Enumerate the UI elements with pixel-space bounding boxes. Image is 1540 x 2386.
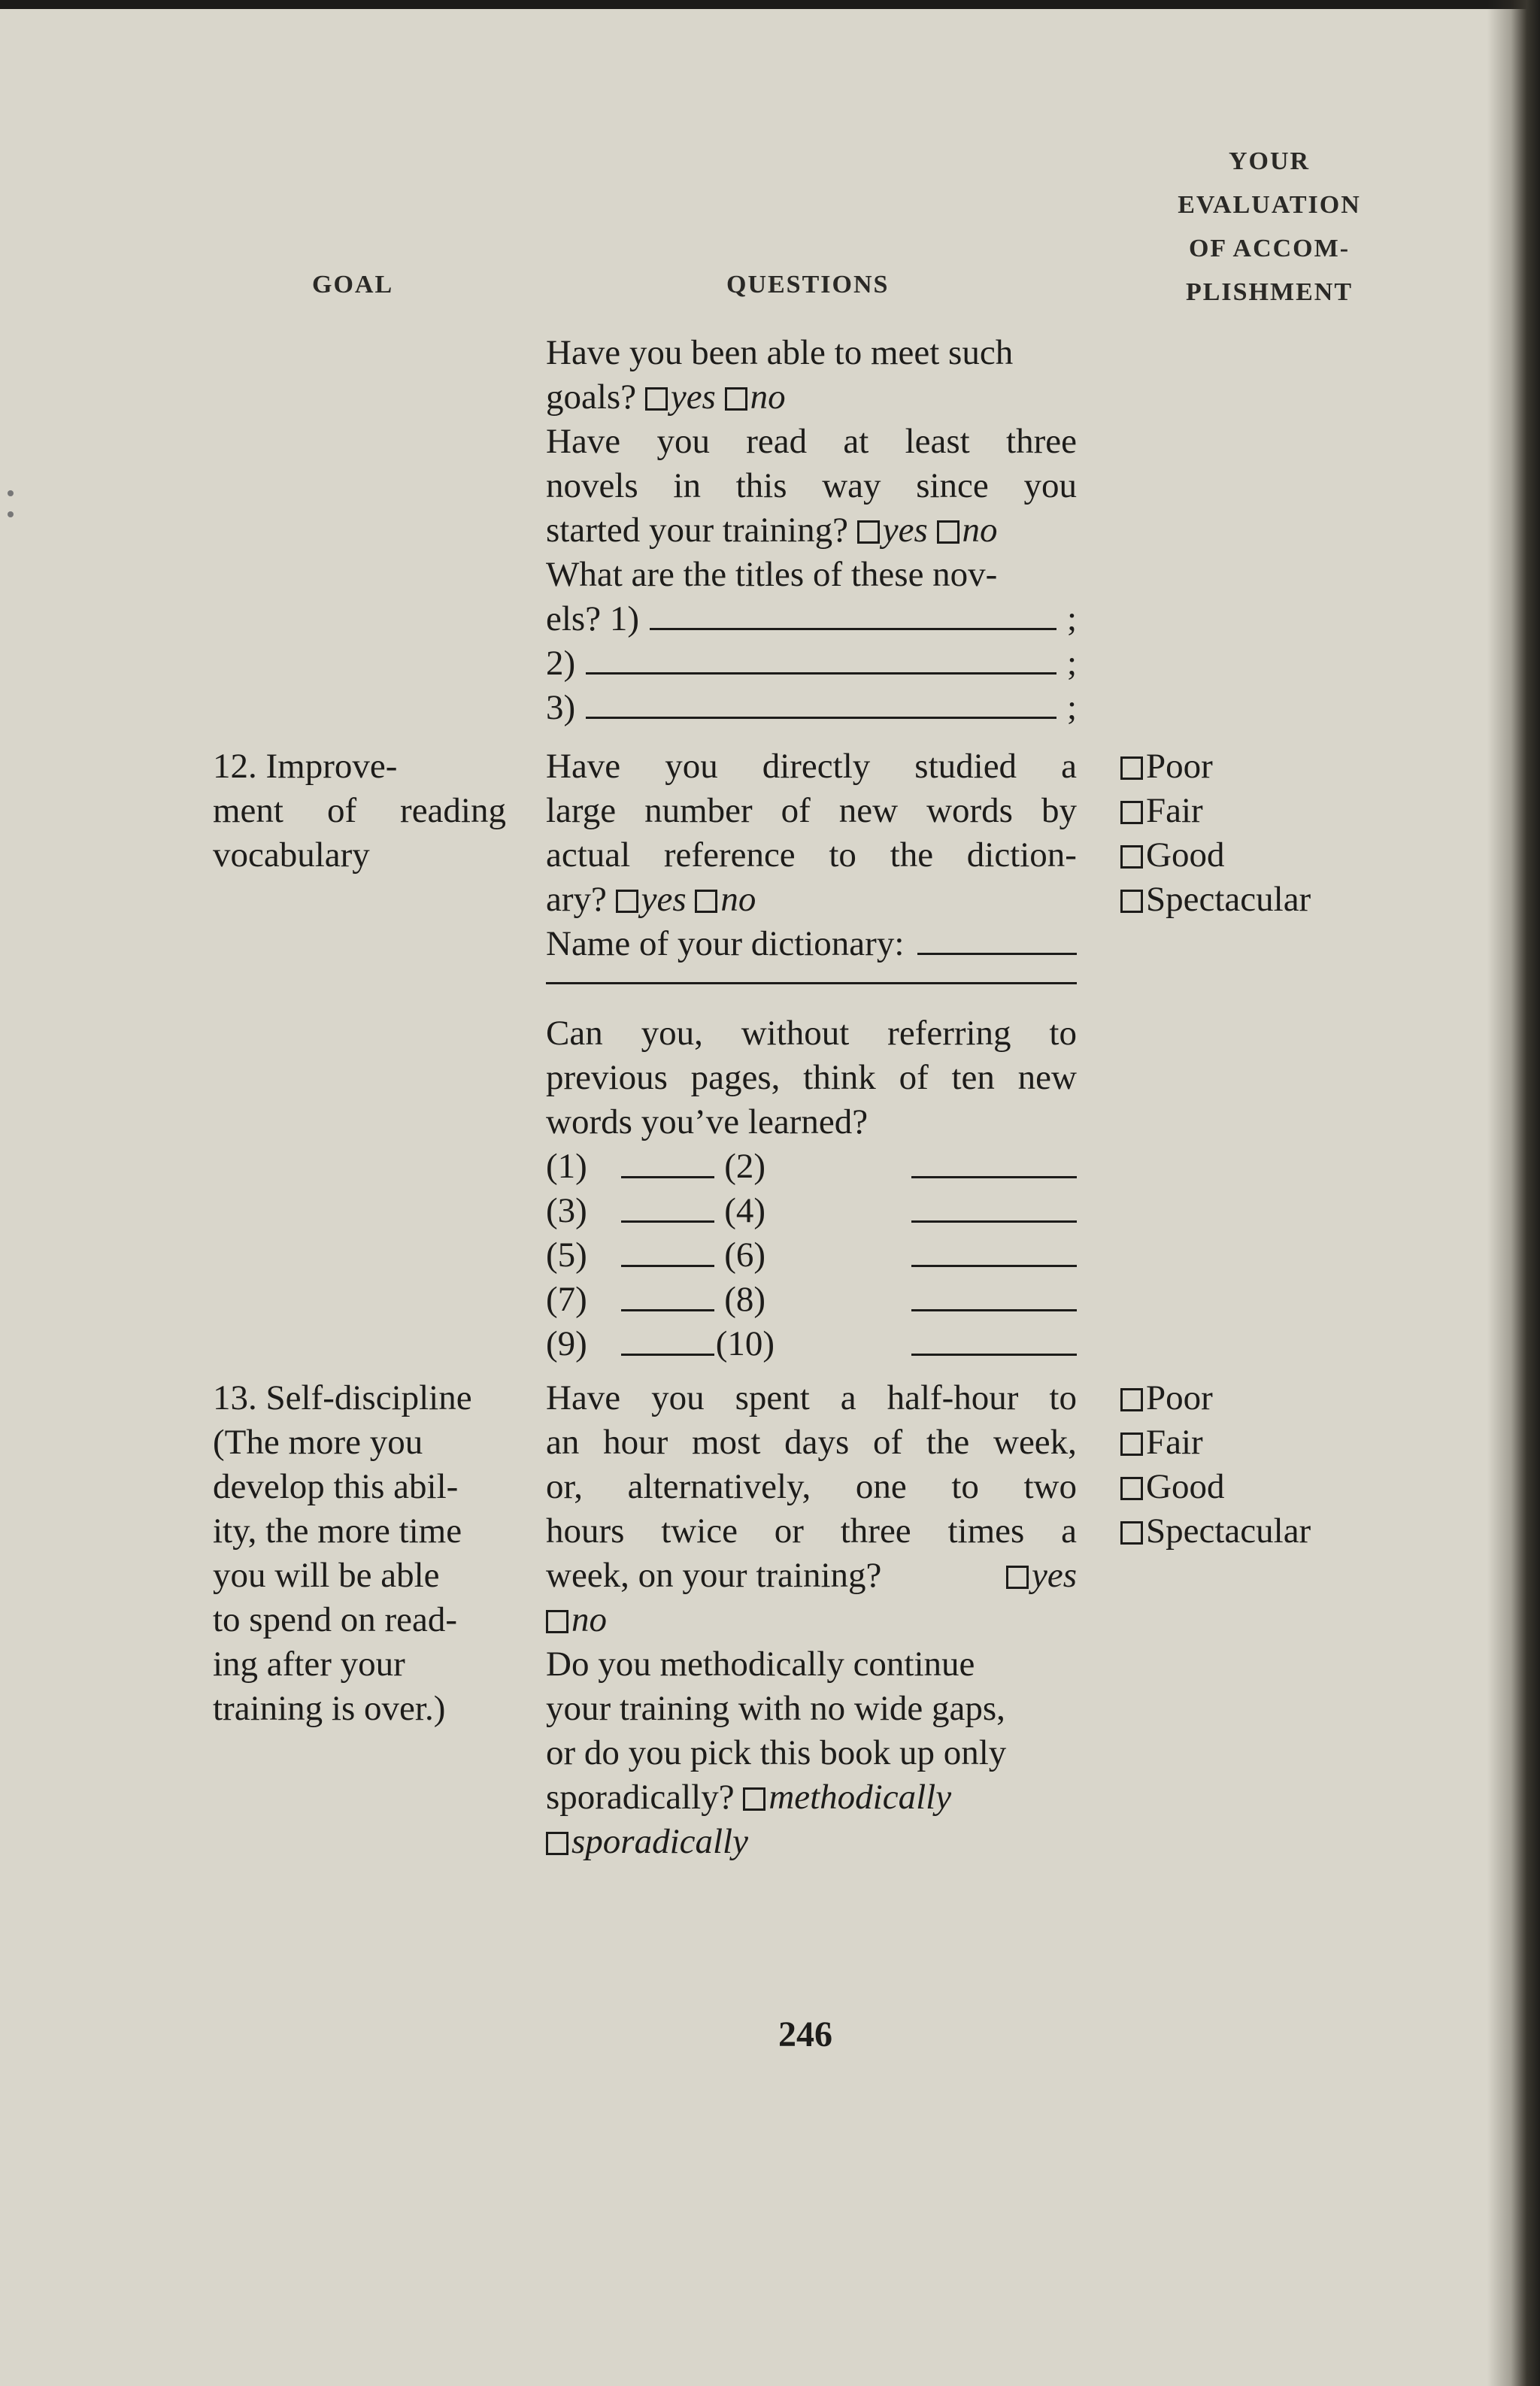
checkbox-no[interactable]	[725, 387, 747, 411]
goal-line: ing after your	[213, 1645, 405, 1684]
checkbox-yes[interactable]	[616, 890, 638, 913]
eval-option	[1120, 878, 1391, 922]
question-line	[546, 1820, 1077, 1864]
checkbox-methodically[interactable]	[743, 1787, 765, 1811]
page-number: 246	[778, 2015, 832, 2054]
semicolon: ;	[1066, 688, 1077, 727]
eval-option	[1120, 833, 1391, 878]
question-line: Have you spent a half-hour to	[546, 1378, 1077, 1417]
word-number: (9)	[546, 1324, 587, 1363]
title-2-input[interactable]	[586, 642, 1056, 675]
checkbox-no[interactable]	[546, 1610, 568, 1633]
question-line: words you’ve learned?	[546, 1102, 869, 1141]
header-goal: GOAL	[312, 271, 394, 299]
word-number: (1)	[546, 1147, 587, 1186]
dictionary-line	[546, 922, 1077, 966]
header-questions: QUESTIONS	[726, 271, 890, 299]
goal-line	[213, 744, 506, 789]
question-line: previous pages, think of ten new	[546, 1058, 1077, 1097]
checkbox-yes[interactable]	[857, 520, 880, 544]
checkbox-poor[interactable]	[1120, 1388, 1143, 1411]
eval-label: Good	[1146, 835, 1225, 875]
book-gutter-shadow	[1487, 0, 1540, 2386]
question-line: or do you pick this book up only	[546, 1733, 1007, 1772]
checkbox-fair[interactable]	[1120, 1433, 1143, 1456]
question-line: actual reference to the diction-	[546, 835, 1077, 875]
title-label: els? 1)	[546, 599, 639, 638]
word-row	[546, 1144, 1077, 1189]
question-line: Can you, without referring to	[546, 1014, 1077, 1053]
word-input[interactable]	[911, 1149, 1077, 1178]
goal-line: training is over.)	[213, 1689, 446, 1728]
word-input[interactable]	[911, 1326, 1077, 1356]
header-eval-line: OF ACCOM-	[1188, 235, 1351, 262]
word-input[interactable]	[911, 1282, 1077, 1311]
word-number: (4)	[724, 1191, 765, 1230]
checkbox-methodically-label: methodically	[768, 1778, 952, 1817]
checkbox-no-label: no	[571, 1600, 607, 1639]
header-eval-line: EVALUATION	[1178, 191, 1361, 219]
semicolon: ;	[1066, 599, 1077, 638]
word-input[interactable]	[621, 1326, 714, 1356]
question-line: Have you directly studied a	[546, 747, 1077, 786]
word-number: (5)	[546, 1235, 587, 1275]
word-row	[546, 1233, 1077, 1278]
questions-13	[546, 1376, 1077, 1864]
word-number: (2)	[724, 1147, 765, 1186]
checkbox-good[interactable]	[1120, 845, 1143, 869]
goal-13	[213, 1376, 506, 1731]
goal-line: ity, the more time	[213, 1511, 462, 1551]
eval-option	[1120, 1465, 1391, 1509]
question-line	[546, 1554, 1077, 1598]
eval-label: Poor	[1146, 1378, 1213, 1417]
header-eval-line: YOUR	[1228, 147, 1311, 175]
page-speck	[8, 490, 14, 496]
word-input[interactable]	[621, 1238, 714, 1267]
checkbox-good[interactable]	[1120, 1477, 1143, 1500]
word-row	[546, 1322, 1077, 1366]
semicolon: ;	[1066, 644, 1077, 683]
goal-line: to spend on read-	[213, 1600, 457, 1639]
title-line-1	[546, 597, 1077, 641]
word-number: (6)	[724, 1235, 765, 1275]
word-number: (7)	[546, 1280, 587, 1319]
word-number: (3)	[546, 1191, 587, 1230]
eval-option	[1120, 789, 1391, 833]
goal-12	[213, 744, 506, 878]
checkbox-poor[interactable]	[1120, 756, 1143, 780]
eval-label: Good	[1146, 1467, 1225, 1506]
eval-option	[1120, 1509, 1391, 1554]
question-line: hours twice or three times a	[546, 1511, 1077, 1551]
header-eval-line: PLISHMENT	[1185, 278, 1354, 306]
question-line: Have you read at least three	[546, 422, 1077, 461]
question-line: novels in this way since you	[546, 466, 1077, 505]
goal-text: Improve-	[265, 747, 398, 786]
word-input[interactable]	[621, 1193, 714, 1223]
word-input[interactable]	[621, 1282, 714, 1311]
checkbox-no[interactable]	[695, 890, 717, 913]
goal-line: ment of reading	[213, 791, 506, 830]
page-speck	[8, 511, 14, 517]
question-line	[546, 1598, 1077, 1642]
question-text: ary?	[546, 880, 607, 919]
checkbox-yes-label: yes	[670, 377, 716, 417]
checkbox-yes[interactable]	[1006, 1566, 1029, 1589]
question-text: sporadically?	[546, 1778, 735, 1817]
question-line: Do you methodically continue	[546, 1645, 975, 1684]
question-text: goals?	[546, 377, 637, 417]
checkbox-fair[interactable]	[1120, 801, 1143, 824]
checkbox-spectacular[interactable]	[1120, 890, 1143, 913]
eval-option	[1120, 1376, 1391, 1420]
eval-option	[1120, 1420, 1391, 1465]
question-text: week, on your training?	[546, 1556, 882, 1595]
checkbox-yes-label: yes	[882, 511, 928, 550]
questions-12	[546, 744, 1077, 966]
goal-line: develop this abil-	[213, 1467, 459, 1506]
word-input[interactable]	[621, 1149, 714, 1178]
eval-label: Poor	[1146, 747, 1213, 786]
question-line	[546, 1775, 1077, 1820]
question-line	[546, 508, 1077, 553]
word-input[interactable]	[911, 1238, 1077, 1267]
question-line: What are the titles of these nov-	[546, 555, 998, 594]
eval-option	[1120, 744, 1391, 789]
title-label: 2)	[546, 644, 576, 683]
word-row	[546, 1189, 1077, 1233]
checkbox-no[interactable]	[937, 520, 959, 544]
question-line: large number of new words by	[546, 791, 1077, 830]
question-line: or, alternatively, one to two	[546, 1467, 1077, 1506]
question-line	[546, 375, 1077, 420]
question-line	[546, 878, 1077, 922]
goal-line: 13. Self-discipline	[213, 1378, 472, 1417]
eval-label: Spectacular	[1146, 1511, 1311, 1551]
word-row	[546, 1278, 1077, 1322]
goal-line: (The more you	[213, 1423, 423, 1462]
question-line: an hour most days of the week,	[546, 1423, 1077, 1462]
dictionary-label: Name of your dictionary:	[546, 924, 905, 963]
title-line-3	[546, 686, 1077, 730]
checkbox-sporadically-label: sporadically	[571, 1822, 748, 1861]
checkbox-yes[interactable]	[645, 387, 668, 411]
checkbox-no-label: no	[720, 880, 756, 919]
goal-line: you will be able	[213, 1556, 440, 1595]
checkbox-yes-label: yes	[641, 880, 687, 919]
question-line: Have you been able to meet such	[546, 333, 1014, 372]
goal-line: vocabulary	[213, 835, 370, 875]
checkbox-no-label: no	[962, 511, 998, 550]
checkbox-sporadically[interactable]	[546, 1832, 568, 1855]
header-evaluation	[1134, 140, 1405, 314]
questions-continued	[546, 331, 1077, 730]
title-line-2	[546, 641, 1077, 686]
title-3-input[interactable]	[586, 687, 1056, 719]
checkbox-yes-label: yes	[1031, 1556, 1077, 1595]
questions-12-words	[546, 1011, 1077, 1366]
eval-label: Spectacular	[1146, 880, 1311, 919]
title-label: 3)	[546, 688, 576, 727]
goal-number: 12.	[213, 747, 257, 786]
page-top-edge	[0, 0, 1540, 9]
checkbox-spectacular[interactable]	[1120, 1521, 1143, 1545]
title-1-input[interactable]	[650, 598, 1056, 630]
word-number: (10)	[715, 1324, 775, 1363]
evaluation-12	[1120, 744, 1391, 922]
checkbox-no-label: no	[750, 377, 786, 417]
eval-label: Fair	[1146, 1423, 1203, 1462]
eval-label: Fair	[1146, 791, 1203, 830]
word-input[interactable]	[911, 1193, 1077, 1223]
question-text: started your training?	[546, 511, 848, 550]
dictionary-input[interactable]	[917, 923, 1077, 955]
word-number: (8)	[724, 1280, 765, 1319]
question-line: your training with no wide gaps,	[546, 1689, 1005, 1728]
evaluation-13	[1120, 1376, 1391, 1554]
section-divider	[546, 982, 1077, 984]
